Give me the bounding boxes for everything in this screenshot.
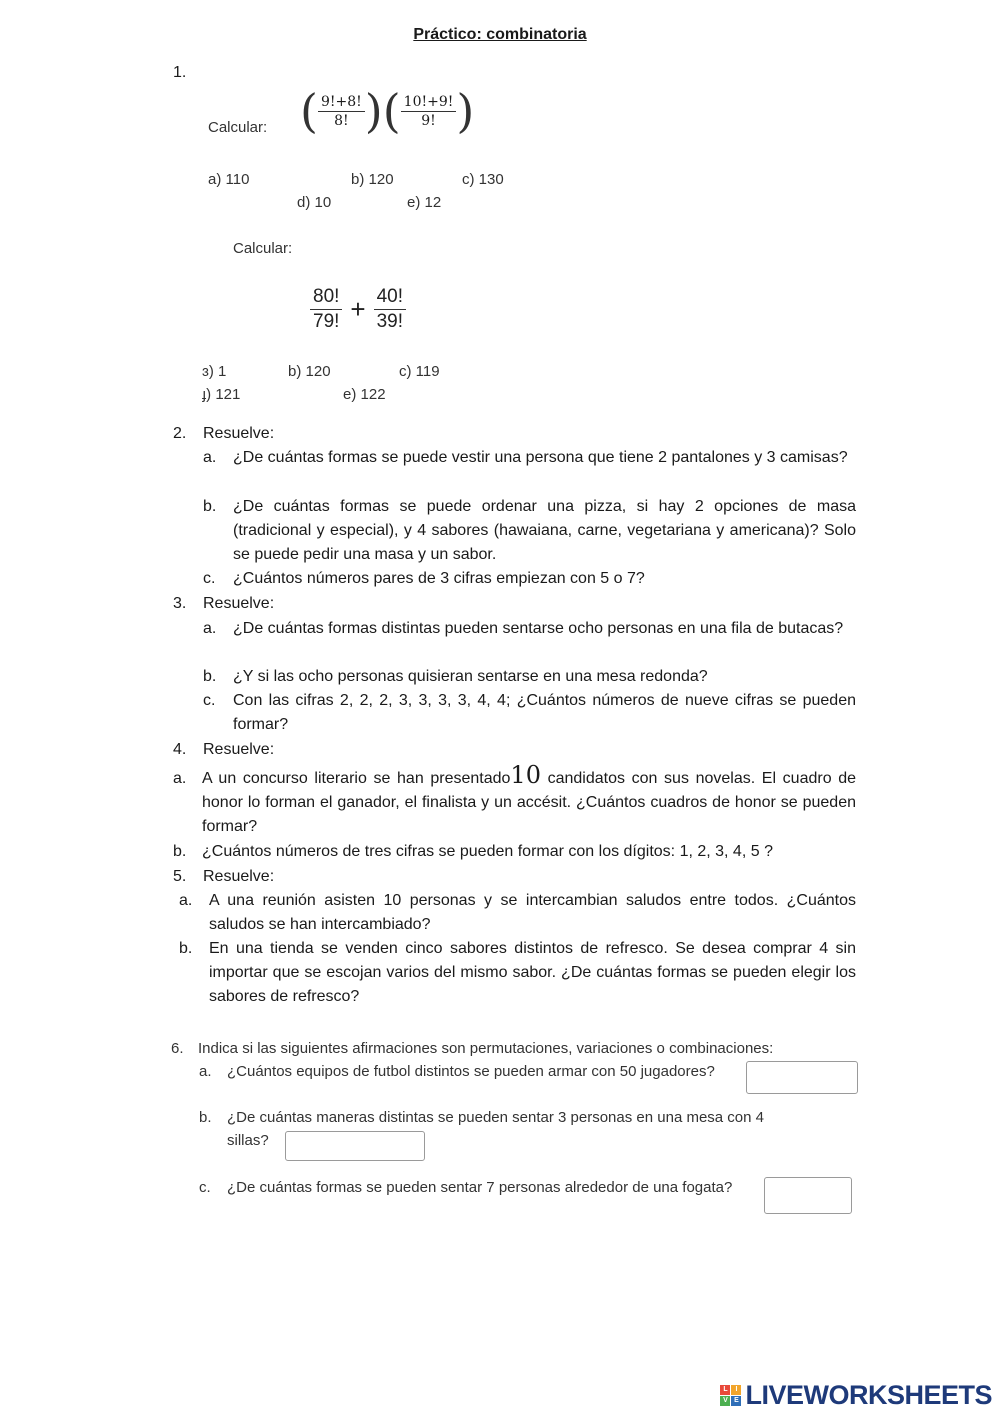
q6-item-a-letter: a. xyxy=(199,1063,212,1080)
q6-heading: Indica si las siguientes afirmaciones son permutaciones, variaciones o combinaciones: xyxy=(198,1040,774,1057)
q1-part2-option-b: b) 120 xyxy=(288,363,331,380)
q2-number: 2. xyxy=(173,425,187,442)
q4-item-b-letter: b. xyxy=(173,843,187,860)
q1-part1-option-b: b) 120 xyxy=(351,171,394,188)
q4-item-a-post: candidatos con sus novelas. El cuadro de honor lo forman el ganador, el finalista y un accésit. ¿Cuántos cuadros de honor se pueden formar? xyxy=(202,770,857,835)
fraction-2-denominator: 9! xyxy=(421,112,436,129)
q1-part2-option-d: ɟ) 121 xyxy=(202,386,241,403)
logo-mark-tile: E xyxy=(731,1396,741,1406)
q1-part1-option-d: d) 10 xyxy=(297,194,332,211)
q6-item-b-answer-box[interactable] xyxy=(285,1131,425,1161)
q2-heading: Resuelve: xyxy=(203,425,275,442)
q3-item-c-text: Con las cifras 2, 2, 2, 3, 3, 3, 3, 4, 4; ¿Cuántos números de nueve cifras se pueden formar? xyxy=(233,692,856,733)
q5-item-a-letter: a. xyxy=(179,892,193,909)
fraction-4-numerator: 40! xyxy=(374,286,406,310)
logo-mark-icon xyxy=(720,1385,741,1406)
q2-item-b-text: ¿De cuántas formas se puede ordenar una pizza, si hay 2 opciones de masa (tradicional y especial), y 4 sabores (hawaiana, carne, vegetariana y americana)? Solo se puede pedir una masa y un sabor. xyxy=(233,498,856,563)
q1-part2-option-c: c) 119 xyxy=(399,363,440,380)
fraction-3-denominator: 79! xyxy=(313,311,340,332)
plus-sign: + xyxy=(350,294,366,324)
q2-item-c-letter: c. xyxy=(203,570,216,587)
q4-item-a-number: 10 xyxy=(510,761,541,789)
q1-part2-option-a: ɜ) 1 xyxy=(202,363,227,380)
q3-item-a-letter: a. xyxy=(203,620,217,637)
logo-mark-tile: I xyxy=(731,1385,741,1395)
q2-item-a-text: ¿De cuántas formas se puede vestir una persona que tiene 2 pantalones y 3 camisas? xyxy=(233,449,848,466)
q2-item-a-letter: a. xyxy=(203,449,217,466)
q3-item-a-text: ¿De cuántas formas distintas pueden sentarse ocho personas en una fila de butacas? xyxy=(233,620,844,637)
q3-item-c-letter: c. xyxy=(203,692,216,709)
q1-part2-expression xyxy=(310,286,406,333)
right-paren: ) xyxy=(456,84,475,138)
q1-part1-option-c: c) 130 xyxy=(462,171,504,188)
q6-item-b-text-line1: ¿De cuántas maneras distintas se pueden sentar 3 personas en una mesa con 4 xyxy=(227,1109,764,1126)
q5-item-b-text: En una tienda se venden cinco sabores distintos de refresco. Se desea comprar 4 sin importar que se escojan varios del mismo sabor. ¿De cuántas formas se pueden elegir los sabores de refresco? xyxy=(209,940,856,1005)
fraction-2-numerator: 10!+9! xyxy=(401,94,457,112)
q6-item-a-text: ¿Cuántos equipos de futbol distintos se pueden armar con 50 jugadores? xyxy=(227,1063,715,1080)
q5-number: 5. xyxy=(173,868,187,885)
q6-item-c-text: ¿De cuántas formas se pueden sentar 7 personas alrededor de una fogata? xyxy=(227,1179,733,1196)
logo-mark-tile: V xyxy=(720,1396,730,1406)
q3-heading: Resuelve: xyxy=(203,595,275,612)
page-title: Práctico: combinatoria xyxy=(413,26,587,43)
q3-item-b-text: ¿Y si las ocho personas quisieran sentarse en una mesa redonda? xyxy=(233,668,708,685)
right-paren: ) xyxy=(364,84,383,138)
q6-item-c-letter: c. xyxy=(199,1179,211,1196)
q1-part2-label: Calcular: xyxy=(233,240,293,257)
q6-item-b-letter: b. xyxy=(199,1109,212,1126)
q5-item-b-letter: b. xyxy=(179,940,193,957)
q4-item-a-text xyxy=(202,761,857,839)
q5-item-a-text: A una reunión asisten 10 personas y se intercambian saludos entre todos. ¿Cuántos saludos se han intercambiado? xyxy=(209,892,856,933)
q1-part1-option-a: a) 110 xyxy=(208,171,250,188)
fraction-3 xyxy=(310,286,342,333)
q3-item-b-letter: b. xyxy=(203,668,217,685)
q1-part1-expression xyxy=(300,84,475,138)
fraction-3-numerator: 80! xyxy=(310,286,342,310)
q4-heading: Resuelve: xyxy=(203,741,275,758)
q1-part1-option-e: e) 12 xyxy=(407,194,442,211)
q6-item-a-answer-box[interactable] xyxy=(746,1061,858,1094)
q1-number: 1. xyxy=(173,64,187,81)
q1-part1-label: Calcular: xyxy=(208,119,268,136)
left-paren: ( xyxy=(300,84,318,138)
fraction-4 xyxy=(374,286,406,333)
fraction-1-denominator: 8! xyxy=(334,112,349,129)
q6-item-b-text-line2: sillas? xyxy=(227,1132,269,1149)
q4-item-a-pre: A un concurso literario se han presentado xyxy=(202,770,511,787)
logo-text: LIVEWORKSHEETS xyxy=(745,1380,992,1410)
q6-item-c-answer-box[interactable] xyxy=(764,1177,852,1214)
q2-item-b-letter: b. xyxy=(203,498,217,515)
q4-item-b-text: ¿Cuántos números de tres cifras se pueden formar con los dígitos: 1, 2, 3, 4, 5 ? xyxy=(202,843,773,860)
q5-heading: Resuelve: xyxy=(203,868,275,885)
q2-item-c-text: ¿Cuántos números pares de 3 cifras empiezan con 5 o 7? xyxy=(233,570,645,587)
fraction-2 xyxy=(401,94,457,129)
q4-item-a-letter: a. xyxy=(173,770,187,787)
q1-part2-option-e: e) 122 xyxy=(343,386,386,403)
fraction-4-denominator: 39! xyxy=(376,311,404,332)
q4-number: 4. xyxy=(173,741,187,758)
liveworksheets-logo[interactable] xyxy=(720,1380,992,1411)
left-paren: ( xyxy=(382,84,401,138)
q3-number: 3. xyxy=(173,595,187,612)
fraction-1-numerator: 9!+8! xyxy=(318,94,365,112)
q6-number: 6. xyxy=(171,1040,184,1057)
logo-mark-tile: L xyxy=(720,1385,730,1395)
fraction-1 xyxy=(318,94,365,129)
